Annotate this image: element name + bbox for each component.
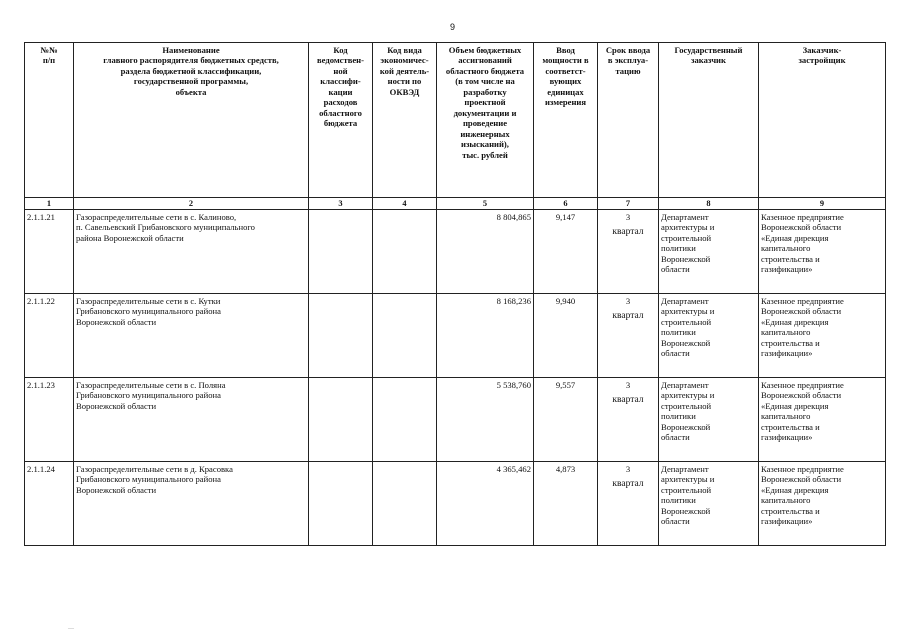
code-budget <box>309 210 373 294</box>
customer: Департамент архитектуры и строительной политики Воронежской области <box>659 462 759 546</box>
column-number: 6 <box>534 198 598 210</box>
row-id: 2.1.1.21 <box>25 210 74 294</box>
header-cell: Ввод мощности в соответст- вующих единицах измерения <box>534 43 598 198</box>
capacity: 4,873 <box>534 462 598 546</box>
row-id: 2.1.1.22 <box>25 294 74 378</box>
header-row <box>25 43 886 198</box>
term-unit: квартал <box>612 311 644 322</box>
column-number: 5 <box>437 198 534 210</box>
developer: Казенное предприятие Воронежской области «Единая дирекция капитального строительства и газификации» <box>759 210 886 294</box>
developer: Казенное предприятие Воронежской области «Единая дирекция капитального строительства и газификации» <box>759 294 886 378</box>
object-name: Газораспределительные сети в с. Калиново, п. Савельевский Грибановского муниципального района Воронежской области <box>74 210 309 294</box>
object-name: Газораспределительные сети в с. Поляна Грибановского муниципального района Воронежской области <box>74 378 309 462</box>
table-row <box>25 294 886 378</box>
table-row <box>25 210 886 294</box>
amount: 5 538,760 <box>437 378 534 462</box>
capacity: 9,557 <box>534 378 598 462</box>
table-row <box>25 462 886 546</box>
code-okved <box>373 210 437 294</box>
column-number: 2 <box>74 198 309 210</box>
term-unit: квартал <box>612 227 644 238</box>
amount: 8 804,865 <box>437 210 534 294</box>
term-num: 3 <box>625 464 631 474</box>
developer: Казенное предприятие Воронежской области «Единая дирекция капитального строительства и газификации» <box>759 462 886 546</box>
budget-table <box>24 42 886 546</box>
footer-mark: — <box>68 626 74 632</box>
term-unit: квартал <box>612 395 644 406</box>
customer: Департамент архитектуры и строительной политики Воронежской области <box>659 378 759 462</box>
column-number: 1 <box>25 198 74 210</box>
term <box>598 210 659 294</box>
term-num: 3 <box>625 212 631 222</box>
code-okved <box>373 378 437 462</box>
term <box>598 462 659 546</box>
code-budget <box>309 378 373 462</box>
header-cell: Код вида экономичес- кой деятель- ности по ОКВЭД <box>373 43 437 198</box>
developer: Казенное предприятие Воронежской области «Единая дирекция капитального строительства и газификации» <box>759 378 886 462</box>
term <box>598 378 659 462</box>
code-budget <box>309 462 373 546</box>
code-okved <box>373 294 437 378</box>
object-name: Газораспределительные сети в с. Кутки Грибановского муниципального района Воронежской области <box>74 294 309 378</box>
column-number: 8 <box>659 198 759 210</box>
amount: 8 168,236 <box>437 294 534 378</box>
term-num: 3 <box>625 296 631 306</box>
column-number: 7 <box>598 198 659 210</box>
row-id: 2.1.1.24 <box>25 462 74 546</box>
term <box>598 294 659 378</box>
capacity: 9,147 <box>534 210 598 294</box>
header-cell: Объем бюджетных ассигнований областного бюджета (в том числе на разработку проектной документации и проведение инженерных изысканий), тыс. рублей <box>437 43 534 198</box>
table-row <box>25 378 886 462</box>
term-num: 3 <box>625 380 631 390</box>
header-cell: Государственный заказчик <box>659 43 759 198</box>
code-budget <box>309 294 373 378</box>
column-number: 4 <box>373 198 437 210</box>
customer: Департамент архитектуры и строительной политики Воронежской области <box>659 210 759 294</box>
amount: 4 365,462 <box>437 462 534 546</box>
customer: Департамент архитектуры и строительной политики Воронежской области <box>659 294 759 378</box>
page-number: 9 <box>449 22 455 32</box>
header-cell: Наименование главного распорядителя бюджетных средств, раздела бюджетной классификации, государственной программы, объекта <box>74 43 309 198</box>
header-cell: Код ведомствен- ной классифи- кации расходов областного бюджета <box>309 43 373 198</box>
term-unit: квартал <box>612 479 644 490</box>
header-cell: №№ п/п <box>25 43 74 198</box>
object-name: Газораспределительные сети в д. Красовка Грибановского муниципального района Воронежской области <box>74 462 309 546</box>
column-number: 9 <box>759 198 886 210</box>
code-okved <box>373 462 437 546</box>
header-cell: Срок ввода в эксплуа- тацию <box>598 43 659 198</box>
column-number-row <box>25 198 886 210</box>
header-cell: Заказчик- застройщик <box>759 43 886 198</box>
row-id: 2.1.1.23 <box>25 378 74 462</box>
column-number: 3 <box>309 198 373 210</box>
capacity: 9,940 <box>534 294 598 378</box>
